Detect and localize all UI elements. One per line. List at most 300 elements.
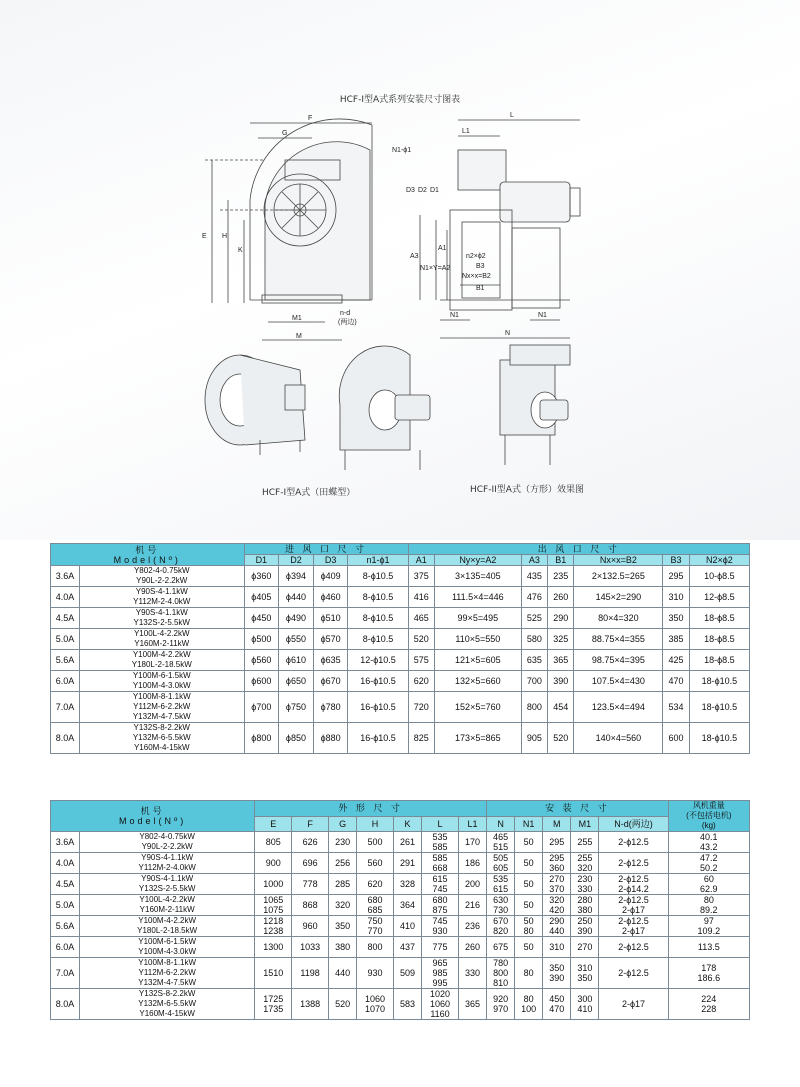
table-cell [668, 916, 749, 937]
table-cell: 2×132.5=265 [574, 566, 663, 587]
table-cell [487, 832, 515, 853]
table-cell: 620 [357, 874, 394, 895]
cell-line: 62.9 [700, 884, 718, 894]
model-header: 机号 Model(Nº) [51, 544, 245, 566]
cell-line: 410 [577, 1004, 593, 1014]
outer-header: 外 形 尺 寸 [255, 801, 487, 817]
page-title: HCF-I型A式系列安装尺寸图表 [339, 95, 461, 105]
motor-list [80, 629, 245, 650]
table-cell: 778 [292, 874, 329, 895]
dim-nd: n-d [340, 310, 351, 317]
motor-spec: Y90S-4-1.1kW [141, 874, 194, 883]
table-cell [571, 916, 599, 937]
model-number: 4.0A [51, 853, 80, 874]
table-cell: 2-ϕ12.5 [599, 937, 668, 958]
table-cell: 620 [408, 671, 434, 692]
model-number: 5.6A [51, 650, 80, 671]
motor-list [80, 958, 255, 989]
cell-line: 2-ϕ12.5 [618, 874, 649, 884]
motor-spec: Y132M-4-7.5kW [132, 712, 191, 721]
table-cell: 350 [663, 608, 689, 629]
cell-line: 535 [493, 874, 509, 884]
table-cell [571, 853, 599, 874]
outlet-header: 出 风 口 尺 寸 [408, 544, 749, 555]
col-header: D2 [279, 555, 314, 566]
table-cell: 107.5×4=430 [574, 671, 663, 692]
cell-line: 1735 [263, 1004, 284, 1014]
cell-line: 178 [701, 963, 717, 973]
table-cell: 310 [543, 937, 571, 958]
table-cell: ϕ850 [279, 723, 314, 754]
col-header: L1 [458, 816, 486, 832]
table-cell: 700 [521, 671, 547, 692]
model-number: 8.0A [51, 723, 80, 754]
table-cell [422, 989, 459, 1020]
table-cell: 50 [515, 853, 543, 874]
table-cell: ϕ600 [244, 671, 279, 692]
table-cell: 80 [515, 958, 543, 989]
dim-l: L [510, 112, 514, 119]
table-cell: 152×5=760 [434, 692, 521, 723]
dim-k: K [238, 247, 243, 254]
dim-d3: D3 [406, 187, 415, 194]
motor-spec: Y802-4-0.75kW [133, 566, 190, 575]
col-header: B1 [548, 555, 574, 566]
cell-line: 668 [432, 863, 448, 873]
table-cell: 310 [663, 587, 689, 608]
table-cell: 261 [393, 832, 421, 853]
table-cell [543, 958, 571, 989]
dim-a1: A1 [438, 245, 447, 252]
model-number: 8.0A [51, 989, 80, 1020]
table-cell: 465 [408, 608, 434, 629]
table-cell: 12-ϕ10.5 [348, 650, 408, 671]
cell-line: 875 [432, 905, 448, 915]
cell-line: 450 [549, 994, 565, 1004]
table-cell: 600 [663, 723, 689, 754]
table-cell: 16-ϕ10.5 [348, 723, 408, 754]
cell-line: 970 [493, 1004, 509, 1014]
table-cell: 560 [357, 853, 394, 874]
table-cell: 500 [357, 832, 394, 853]
table-cell [422, 853, 459, 874]
motor-spec: Y112M-2-4.0kW [133, 597, 191, 606]
col-header: N2×ϕ2 [689, 555, 749, 566]
cell-line: 280 [577, 895, 593, 905]
table-cell: ϕ780 [313, 692, 348, 723]
table-cell [668, 895, 749, 916]
table-cell: 454 [548, 692, 574, 723]
motor-spec: Y802-4-0.75kW [139, 832, 195, 841]
table-cell: 800 [357, 937, 394, 958]
table-cell: ϕ405 [244, 587, 279, 608]
table-cell [668, 874, 749, 895]
dim-m1: M1 [292, 315, 302, 322]
table-row [51, 874, 750, 895]
table-cell: 88.75×4=355 [574, 629, 663, 650]
table-cell: 255 [571, 832, 599, 853]
table-cell: 385 [663, 629, 689, 650]
table-cell: 720 [408, 692, 434, 723]
table-cell: 675 [487, 937, 515, 958]
table-cell: 930 [357, 958, 394, 989]
table-cell: 170 [458, 832, 486, 853]
motor-spec: Y100M-4-3.0kW [138, 947, 197, 956]
table-cell: 8-ϕ10.5 [348, 566, 408, 587]
table-cell: 2-ϕ12.5 [599, 832, 668, 853]
table-cell: 291 [393, 853, 421, 874]
table-cell: 390 [548, 671, 574, 692]
table-cell: 50 [515, 874, 543, 895]
table-cell: 18-ϕ8.5 [689, 629, 749, 650]
model-number: 5.0A [51, 895, 80, 916]
table-cell: 295 [663, 566, 689, 587]
table-cell: 285 [329, 874, 357, 895]
dim-n1phi1: N1-ϕ1 [392, 147, 412, 154]
cell-line: 43.2 [700, 842, 718, 852]
dim-d1: D1 [430, 187, 439, 194]
table-cell: 123.5×4=494 [574, 692, 663, 723]
cell-line: 680 [367, 895, 383, 905]
col-header: G [329, 816, 357, 832]
cell-line: 186.6 [697, 973, 721, 983]
table-cell: 520 [548, 723, 574, 754]
col-header: M [543, 816, 571, 832]
col-header: A3 [521, 555, 547, 566]
cell-line: 330 [577, 884, 593, 894]
dim-n: N [505, 330, 511, 337]
table-cell: 900 [255, 853, 292, 874]
cell-line: 1238 [263, 926, 284, 936]
table-row [51, 608, 750, 629]
table-cell: 509 [393, 958, 421, 989]
table-cell: ϕ880 [313, 723, 348, 754]
table-cell: 375 [408, 566, 434, 587]
table-cell: 800 [521, 692, 547, 723]
cell-line: 670 [493, 916, 509, 926]
table-cell [255, 916, 292, 937]
table-cell: 113.5 [668, 937, 749, 958]
cell-line: 89.2 [700, 905, 718, 915]
model-number: 4.5A [51, 874, 80, 895]
cell-line: 985 [432, 968, 448, 978]
cell-line: 2-ϕ14.2 [618, 884, 649, 894]
cell-line: 470 [549, 1004, 565, 1014]
dim-f: F [308, 115, 313, 122]
table-cell [668, 832, 749, 853]
cell-line: 2-ϕ12.5 [618, 895, 649, 905]
table-cell: 905 [521, 723, 547, 754]
table-cell: 216 [458, 895, 486, 916]
fan-front-view [205, 119, 372, 340]
motor-spec: Y180L-2-18.5kW [131, 660, 192, 669]
cell-line: 100 [521, 1004, 537, 1014]
motor-spec: Y132S-2-5.5kW [133, 618, 190, 627]
inlet-header: 进 风 口 尺 寸 [244, 544, 408, 555]
table-cell [599, 874, 668, 895]
dim-b3: B3 [476, 263, 485, 270]
table-cell: 200 [458, 874, 486, 895]
table-row [51, 671, 750, 692]
col-header: D1 [244, 555, 279, 566]
dim-d2: D2 [418, 187, 427, 194]
table-cell: ϕ500 [244, 629, 279, 650]
table-cell: 270 [571, 937, 599, 958]
table-cell [543, 874, 571, 895]
motor-list [80, 723, 245, 754]
motor-spec: Y100M-6-1.5kW [138, 937, 197, 946]
col-header: B3 [663, 555, 689, 566]
table-cell: 320 [329, 895, 357, 916]
table-cell: 16-ϕ10.5 [348, 671, 408, 692]
cell-line: 310 [577, 963, 593, 973]
cell-line: 2-ϕ17 [621, 905, 646, 915]
cell-line: 80 [703, 895, 714, 905]
table-cell: ϕ560 [244, 650, 279, 671]
col-header: Nx×x=B2 [574, 555, 663, 566]
cell-line: 780 [493, 958, 509, 968]
table-cell: 1388 [292, 989, 329, 1020]
cell-line: 1218 [263, 916, 284, 926]
table-row [51, 723, 750, 754]
col-header: F [292, 816, 329, 832]
cell-line: 770 [367, 926, 383, 936]
table-cell: 16-ϕ10.5 [348, 692, 408, 723]
motor-spec: Y90L-2-2.2kW [141, 842, 193, 851]
cell-line: 50.2 [700, 863, 718, 873]
table-cell [422, 895, 459, 916]
table-cell: 2-ϕ12.5 [599, 853, 668, 874]
motor-spec: Y100M-4-2.2kW [138, 916, 197, 925]
table-cell [571, 895, 599, 916]
motor-spec: Y160M-2-11kW [139, 905, 195, 914]
table-row [51, 566, 750, 587]
dim-n1xy: N1×Y=A2 [420, 265, 451, 272]
cell-line: 228 [701, 1004, 717, 1014]
cell-line: 255 [577, 853, 593, 863]
motor-spec: Y90S-4-1.1kW [135, 608, 188, 617]
model-header-2: 机号 Model(Nº) [51, 801, 255, 832]
table-cell [668, 853, 749, 874]
table-cell: 121×5=605 [434, 650, 521, 671]
table-cell: ϕ409 [313, 566, 348, 587]
cell-line: 350 [577, 973, 593, 983]
motor-spec: Y112M-2-4.0kW [138, 863, 196, 872]
dim-n1-left: N1 [450, 312, 459, 319]
motor-spec: Y90S-4-1.1kW [141, 853, 194, 862]
table-cell: 50 [515, 937, 543, 958]
motor-spec: Y100M-8-1.1kW [138, 958, 197, 967]
dim-b1: B1 [476, 285, 485, 292]
table-cell: ϕ800 [244, 723, 279, 754]
table-cell: 525 [521, 608, 547, 629]
col-header: n1-ϕ1 [348, 555, 408, 566]
caption-fig2: HCF-II型A式（方形）效果图 [470, 485, 584, 495]
table-cell: 8-ϕ10.5 [348, 608, 408, 629]
table-cell [422, 916, 459, 937]
model-number: 5.0A [51, 629, 80, 650]
model-number: 6.0A [51, 671, 80, 692]
motor-spec: Y132M-6-5.5kW [138, 999, 197, 1008]
table-cell: 98.75×4=395 [574, 650, 663, 671]
table-cell: ϕ570 [313, 629, 348, 650]
table-cell: ϕ510 [313, 608, 348, 629]
cell-line: 440 [549, 926, 565, 936]
installation-drawing [0, 0, 800, 500]
table-row [51, 832, 750, 853]
dim-a3: A3 [410, 253, 419, 260]
motor-list [80, 832, 255, 853]
motor-spec: Y90S-4-1.1kW [135, 587, 188, 596]
table-cell: 1300 [255, 937, 292, 958]
table-cell: 534 [663, 692, 689, 723]
cell-line: 320 [549, 895, 565, 905]
table-cell: 696 [292, 853, 329, 874]
cell-line: 750 [367, 916, 383, 926]
table-cell [255, 989, 292, 1020]
motor-spec: Y100M-4-3.0kW [132, 681, 191, 690]
cell-line: 1725 [263, 994, 284, 1004]
table-cell: 145×2=290 [574, 587, 663, 608]
dim-n1-right: N1 [538, 312, 547, 319]
cell-line: 1160 [430, 1009, 450, 1019]
table-cell: 230 [329, 832, 357, 853]
table-cell: 575 [408, 650, 434, 671]
cell-line: 2-ϕ12.5 [618, 916, 649, 926]
table-cell [487, 874, 515, 895]
table-cell [571, 958, 599, 989]
cell-line: 2-ϕ17 [621, 926, 646, 936]
motor-list [80, 989, 255, 1020]
cell-line: 300 [577, 994, 593, 1004]
motor-spec: Y100M-8-1.1kW [132, 692, 191, 701]
table-cell: 520 [408, 629, 434, 650]
table-cell: 635 [521, 650, 547, 671]
cell-line: 80 [523, 926, 534, 936]
col-header: D3 [313, 555, 348, 566]
table-cell [543, 853, 571, 874]
table-cell: ϕ610 [279, 650, 314, 671]
table-cell: 1033 [292, 937, 329, 958]
table-cell: 111.5×4=446 [434, 587, 521, 608]
motor-spec: Y132S-2-5.5kW [138, 884, 196, 893]
table-cell: ϕ450 [244, 608, 279, 629]
table-cell: 825 [408, 723, 434, 754]
table-cell [487, 958, 515, 989]
table-row [51, 587, 750, 608]
dim-l1: L1 [462, 128, 470, 135]
table-cell: 2-ϕ12.5 [599, 958, 668, 989]
table-cell [599, 916, 668, 937]
table-cell: 325 [548, 629, 574, 650]
cell-line: 350 [549, 963, 565, 973]
table-cell: 50 [515, 895, 543, 916]
motor-spec: Y160M-4-15kW [139, 1009, 195, 1018]
table-cell: 470 [663, 671, 689, 692]
motor-list [80, 874, 255, 895]
table-cell: ϕ394 [279, 566, 314, 587]
motor-spec: Y160M-2-11kW [134, 639, 190, 648]
motor-list [80, 608, 245, 629]
table-cell: 235 [548, 566, 574, 587]
table-cell: ϕ750 [279, 692, 314, 723]
table-cell: ϕ490 [279, 608, 314, 629]
table-cell [543, 916, 571, 937]
cell-line: 47.2 [700, 853, 718, 863]
cell-line: 965 [432, 958, 448, 968]
table-cell [422, 874, 459, 895]
motor-list [80, 566, 245, 587]
motor-spec: Y112M-6-2.2kW [133, 702, 191, 711]
dim-h: H [222, 233, 228, 240]
table-cell: 350 [329, 916, 357, 937]
motor-list [80, 671, 245, 692]
table-cell: 8-ϕ10.5 [348, 587, 408, 608]
col-header: M1 [571, 816, 599, 832]
table-cell: 12-ϕ8.5 [689, 587, 749, 608]
table-cell: 173×5=865 [434, 723, 521, 754]
table-cell: 425 [663, 650, 689, 671]
outline-install-table [50, 800, 750, 1020]
cell-line: 680 [432, 895, 448, 905]
table-row [51, 629, 750, 650]
cell-line: 505 [493, 853, 509, 863]
table-cell: ϕ460 [313, 587, 348, 608]
motor-list [80, 692, 245, 723]
table-cell: 80×4=320 [574, 608, 663, 629]
table-cell: 365 [548, 650, 574, 671]
dim-e: E [202, 233, 207, 240]
cell-line: 390 [577, 926, 593, 936]
col-header: E [255, 816, 292, 832]
col-header: Ny×y=A2 [434, 555, 521, 566]
cell-line: 745 [432, 916, 448, 926]
motor-list [80, 916, 255, 937]
table-cell [255, 895, 292, 916]
table-cell: ϕ360 [244, 566, 279, 587]
table-cell: 8-ϕ10.5 [348, 629, 408, 650]
cell-line: 730 [493, 905, 509, 915]
table-cell: 18-ϕ8.5 [689, 608, 749, 629]
table-cell: 868 [292, 895, 329, 916]
motor-spec: Y100M-6-1.5kW [132, 671, 191, 680]
table-cell: 2-ϕ17 [599, 989, 668, 1020]
cell-line: 40.1 [700, 832, 718, 842]
cell-line: 745 [432, 884, 448, 894]
cell-line: 320 [577, 863, 593, 873]
table-cell [668, 958, 749, 989]
table-cell: 626 [292, 832, 329, 853]
model-number: 3.6A [51, 566, 80, 587]
cell-line: 1070 [365, 1004, 386, 1014]
table-cell: 440 [329, 958, 357, 989]
cell-line: 1060 [429, 999, 451, 1009]
fan-perspective-2 [339, 346, 430, 470]
table-cell: 580 [521, 629, 547, 650]
table-cell: 236 [458, 916, 486, 937]
fan-perspective-3 [500, 345, 570, 465]
motor-list [80, 937, 255, 958]
cell-line: 685 [367, 905, 383, 915]
fan-side-view [420, 120, 580, 338]
table-cell: 380 [329, 937, 357, 958]
table-cell [357, 895, 394, 916]
table-cell: 805 [255, 832, 292, 853]
table-cell: ϕ440 [279, 587, 314, 608]
table-cell [422, 832, 459, 853]
cell-line: 370 [549, 884, 565, 894]
inlet-outlet-table [50, 543, 750, 754]
